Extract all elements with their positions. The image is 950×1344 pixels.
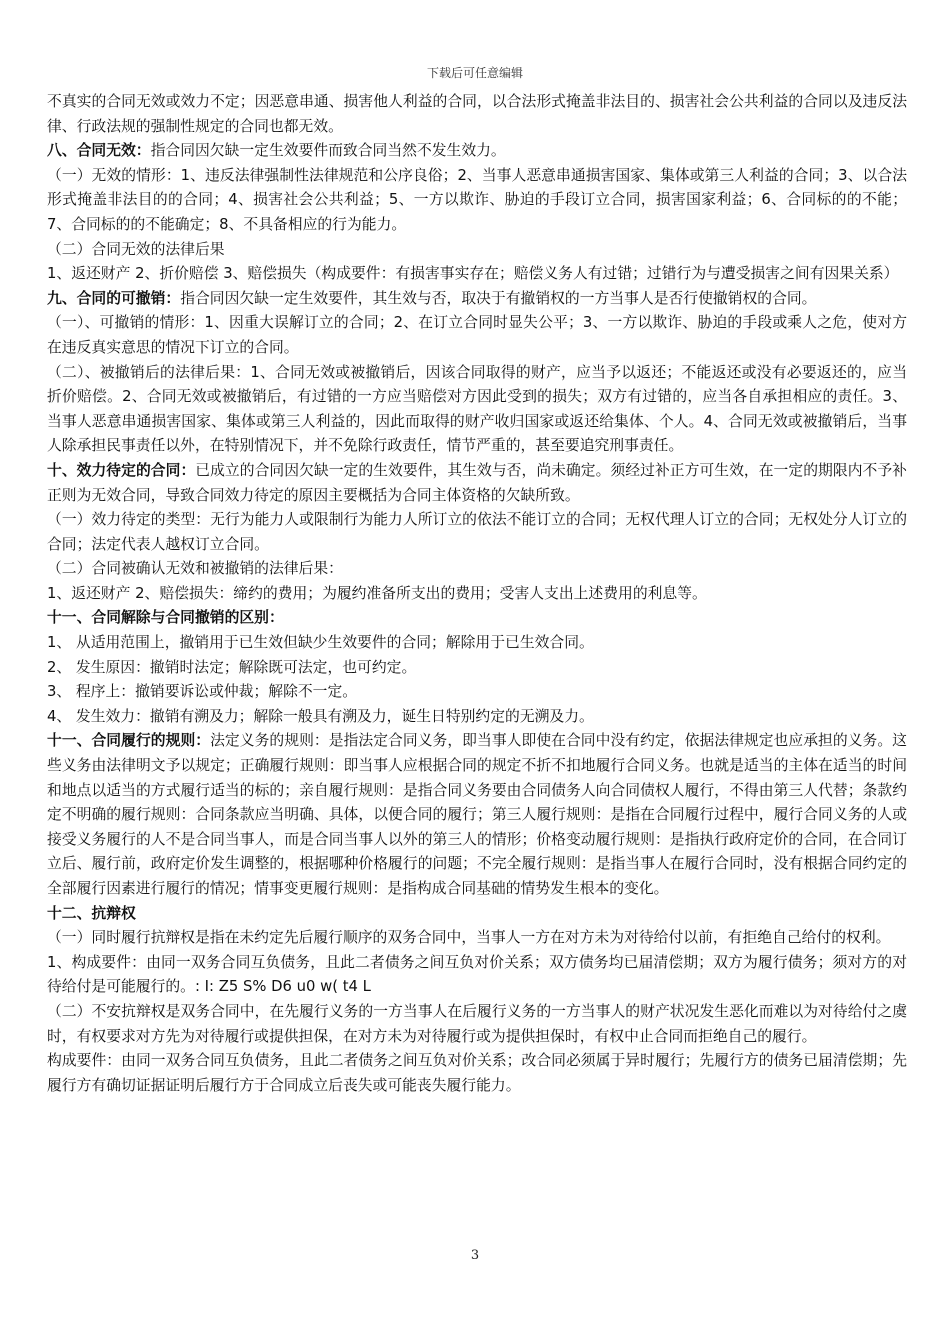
paragraph [47, 1000, 907, 1049]
page-number: 3 [470, 1248, 480, 1263]
paragraph [47, 238, 907, 263]
paragraph-heading: 十一、合同解除与合同撤销的区别： [47, 609, 284, 627]
paragraph [47, 582, 907, 607]
paragraph-text: 2、 发生原因：撤销时法定；解除既可法定，也可约定。 [47, 658, 417, 676]
paragraph-text: （一）、可撤销的情形：1、因重大误解订立的合同；2、在订立合同时显失公平；3、一方以欺诈、胁迫的手段或乘人之危，使对方在违反真实意思的情况下订立的合同。 [47, 314, 907, 356]
paragraph-heading: 八、合同无效： [47, 142, 151, 160]
paragraph-text: （二）、被撤销后的法律后果：1、合同无效或被撤销后，因该合同取得的财产，应当予以返还；不能返还或没有必要返还的，应当折价赔偿。2、合同无效或被撤销后，有过错的一方应当赔偿对方因此受到的损失；双方有过错的，应当各自承担相应的责任。3、当事人恶意串通损害国家、集体或第三人利益的，因此而取得的财产收归国家或返还给集体、个人。4、合同无效或被撤销后，当事人除承担民事责任以外，在特别情况下，并不免除行政责任，情节严重的，甚至要追究刑事责任。 [47, 363, 907, 455]
paragraph [47, 631, 907, 656]
paragraph-text: 已成立的合同因欠缺一定的生效要件，其生效与否，尚未确定。须经过补正方可生效，在一定的期限内不予补正则为无效合同，导致合同效力待定的原因主要概括为合同主体资格的欠缺所致。 [47, 461, 907, 504]
paragraph [47, 1049, 907, 1098]
paragraph-heading: 十一、合同履行的规则： [47, 732, 211, 750]
paragraph-text: 构成要件：由同一双务合同互负债务，且此二者债务之间互负对价关系；改合同必须属于异时履行；先履行方的债务已届清偿期；先履行方有确切证据证明后履行方于合同成立后丧失或可能丧失履行能力。 [47, 1052, 907, 1094]
paragraph [47, 139, 907, 164]
paragraph-text: （二）合同无效的法律后果 [47, 240, 225, 258]
paragraph-text: （一）效力待定的类型：无行为能力人或限制行为能力人所订立的依法不能订立的合同；无权代理人订立的合同；无权处分人订立的合同；法定代表人越权订立合同。 [47, 511, 907, 553]
paragraph-heading: 十、效力待定的合同： [47, 461, 196, 479]
paragraph [47, 705, 907, 730]
paragraph [47, 729, 907, 901]
paragraph [47, 90, 907, 139]
paragraph-text: 1、返还财产 2、赔偿损失：缔约的费用；为履约准备所支出的费用；受害人支出上述费用的利息等。 [47, 584, 707, 602]
paragraph [47, 557, 907, 582]
paragraph [47, 951, 907, 1000]
paragraph-text: （二）合同被确认无效和被撤销的法律后果： [47, 560, 343, 578]
paragraph [47, 926, 907, 951]
paragraph-heading: 九、合同的可撤销： [47, 289, 181, 307]
paragraph-text: 1、 从适用范围上，撤销用于已生效但缺少生效要件的合同；解除用于已生效合同。 [47, 634, 594, 652]
paragraph-text: 4、 发生效力：撤销有溯及力；解除一般具有溯及力，诞生日特别约定的无溯及力。 [47, 707, 594, 725]
paragraph [47, 311, 907, 360]
paragraph-text: （一）同时履行抗辩权是指在未约定先后履行顺序的双务合同中，当事人一方在对方未为对待给付以前，有拒绝自己给付的权利。 [47, 929, 891, 947]
paragraph-text: （一）无效的情形：1、违反法律强制性法律规范和公序良俗；2、当事人恶意串通损害国家、集体或第三人利益的合同；3、以合法形式掩盖非法目的的合同；4、损害社会公共利益；5、一方以欺诈、胁迫的手段订立合同，损害国家利益；6、合同标的的不能；7、合同标的的不能确定；8、不具备相应的行为能力。 [47, 166, 907, 233]
paragraph-text: （二）不安抗辩权是双务合同中，在先履行义务的一方当事人在后履行义务的一方当事人的财产状况发生恶化而难以为对待给付之虞时，有权要求对方先为对待履行或提供担保，在对方未为对待履行或为提供担保时，有权中止合同而拒绝自己的履行。 [47, 1002, 907, 1045]
document-body [47, 90, 907, 1098]
paragraph [47, 164, 907, 238]
page-header: 下载后可任意编辑 [426, 66, 523, 80]
paragraph-text: 不真实的合同无效或效力不定；因恶意串通、损害他人利益的合同，以合法形式掩盖非法目的、损害社会公共利益的合同以及违反法律、行政法规的强制性规定的合同也都无效。 [47, 93, 907, 135]
paragraph [47, 680, 907, 705]
paragraph [47, 606, 907, 631]
paragraph-text: 法定义务的规则：是指法定合同义务，即当事人即使在合同中没有约定，依据法律规定也应承担的义务。这些义务由法律明文予以规定；正确履行规则：即当事人应根据合同的规定不折不扣地履行合同义务。也就是适当的主体在适当的时间和地点以适当的方式履行适当的标的；亲自履行规则：是指合同义务要由合同债务人向合同债权人履行，不得由第三人代替；条款约定不明确的履行规则：合同条款应当明确、具体，以便合同的履行；第三人履行规则：是指在合同履行过程中，履行合同义务的人或接受义务履行的人不是合同当事人，而是合同当事人以外的第三人的情形；价格变动履行规则：是指执行政府定价的合同，在合同订立后、履行前，政府定价发生调整的，根据哪种价格履行的问题；不完全履行规则：是指当事人在履行合同时，没有根据合同约定的全部履行因素进行履行的情况；情事变更履行规则：是指构成合同基础的情势发生根本的变化。 [47, 732, 907, 897]
paragraph [47, 287, 907, 312]
paragraph [47, 262, 907, 287]
paragraph [47, 459, 907, 508]
paragraph [47, 902, 907, 927]
paragraph-text: 1、返还财产 2、折价赔偿 3、赔偿损失（构成要件：有损害事实存在；赔偿义务人有过错；过错行为与遭受损害之间有因果关系） [47, 265, 899, 283]
paragraph-text: 3、 程序上：撤销要诉讼或仲裁；解除不一定。 [47, 683, 358, 701]
paragraph [47, 361, 907, 459]
paragraph-heading: 十二、抗辩权 [47, 904, 136, 922]
paragraph [47, 656, 907, 681]
paragraph-text: 指合同因欠缺一定生效要件而致合同当然不发生效力。 [150, 142, 506, 160]
paragraph-text: 1、构成要件：由同一双务合同互负债务，且此二者债务之间互负对价关系；双方债务均已届清偿期；双方为履行债务；须对方的对待给付是可能履行的。: I: Z5 S% D6 u0 w( t4 L [47, 953, 907, 996]
paragraph [47, 508, 907, 557]
paragraph-text: 指合同因欠缺一定生效要件，其生效与否，取决于有撤销权的一方当事人是否行使撤销权的合同。 [180, 289, 817, 307]
